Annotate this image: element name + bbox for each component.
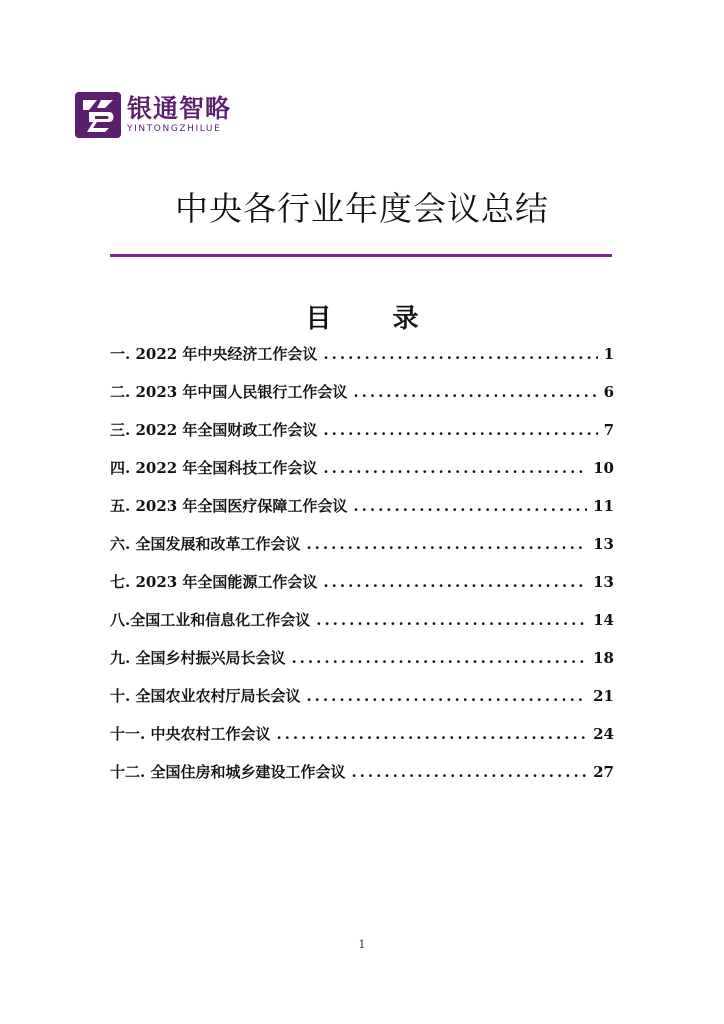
toc-entry-page: 1 [603, 345, 614, 363]
toc-entry-page: 18 [593, 649, 614, 667]
toc-dot-leader [351, 758, 587, 786]
toc-entry[interactable] [110, 378, 614, 416]
toc-dot-leader [323, 568, 587, 596]
toc-entry-page: 21 [593, 687, 614, 705]
toc-entry[interactable] [110, 682, 614, 720]
toc-entry-label: 三. 2022 年全国财政工作会议 [110, 421, 318, 439]
toc-entry-label: 十二. 全国住房和城乡建设工作会议 [110, 763, 346, 781]
toc-entry-page: 24 [593, 725, 614, 743]
toc-dot-leader [353, 378, 597, 406]
brand-logo [75, 92, 231, 138]
toc-entry-page: 6 [603, 383, 614, 401]
toc-entry[interactable] [110, 530, 614, 568]
toc-dot-leader [306, 530, 587, 558]
document-title: 中央各行业年度会议总结 [175, 189, 549, 228]
brand-logo-icon [75, 92, 121, 138]
toc-entry[interactable] [110, 416, 614, 454]
title-divider [110, 254, 612, 257]
toc-dot-leader [276, 720, 587, 748]
toc-entry[interactable] [110, 568, 614, 606]
toc-entry-label: 二. 2023 年中国人民银行工作会议 [110, 383, 348, 401]
toc-dot-leader [323, 416, 597, 444]
toc-dot-leader [306, 682, 587, 710]
brand-name-en: YINTONGZHILUE [127, 124, 222, 134]
toc-entry[interactable] [110, 340, 614, 378]
toc-dot-leader [323, 340, 597, 368]
toc-entry-label: 七. 2023 年全国能源工作会议 [110, 573, 318, 591]
toc-dot-leader [353, 492, 587, 520]
toc-dot-leader [291, 644, 587, 672]
toc-entry-page: 13 [593, 535, 614, 553]
toc-entry[interactable] [110, 492, 614, 530]
toc-heading: 目 录 [305, 304, 445, 334]
toc-dot-leader [323, 454, 587, 482]
toc-entry-label: 八.全国工业和信息化工作会议 [110, 611, 311, 629]
toc-entry-label: 十一. 中央农村工作会议 [110, 725, 271, 743]
toc-entry-page: 7 [603, 421, 614, 439]
toc-entry-label: 六. 全国发展和改革工作会议 [110, 535, 301, 553]
toc-entry-label: 五. 2023 年全国医疗保障工作会议 [110, 497, 348, 515]
toc-entry[interactable] [110, 720, 614, 758]
toc-entry-page: 11 [593, 497, 614, 515]
toc-entry-page: 13 [593, 573, 614, 591]
toc-entry-page: 14 [593, 611, 614, 629]
toc-entry[interactable] [110, 606, 614, 644]
toc-entry-label: 九. 全国乡村振兴局长会议 [110, 649, 286, 667]
toc-entry-page: 27 [593, 763, 614, 781]
toc-entry[interactable] [110, 758, 614, 796]
toc-dot-leader [316, 606, 587, 634]
table-of-contents [110, 340, 614, 796]
toc-entry[interactable] [110, 454, 614, 492]
toc-entry-label: 一. 2022 年中央经济工作会议 [110, 345, 318, 363]
brand-name-cn: 银通智略 [127, 94, 232, 123]
toc-entry-page: 10 [593, 459, 614, 477]
toc-entry-label: 四. 2022 年全国科技工作会议 [110, 459, 318, 477]
toc-entry[interactable] [110, 644, 614, 682]
toc-entry-label: 十. 全国农业农村厅局长会议 [110, 687, 301, 705]
page-number: 1 [358, 938, 366, 951]
